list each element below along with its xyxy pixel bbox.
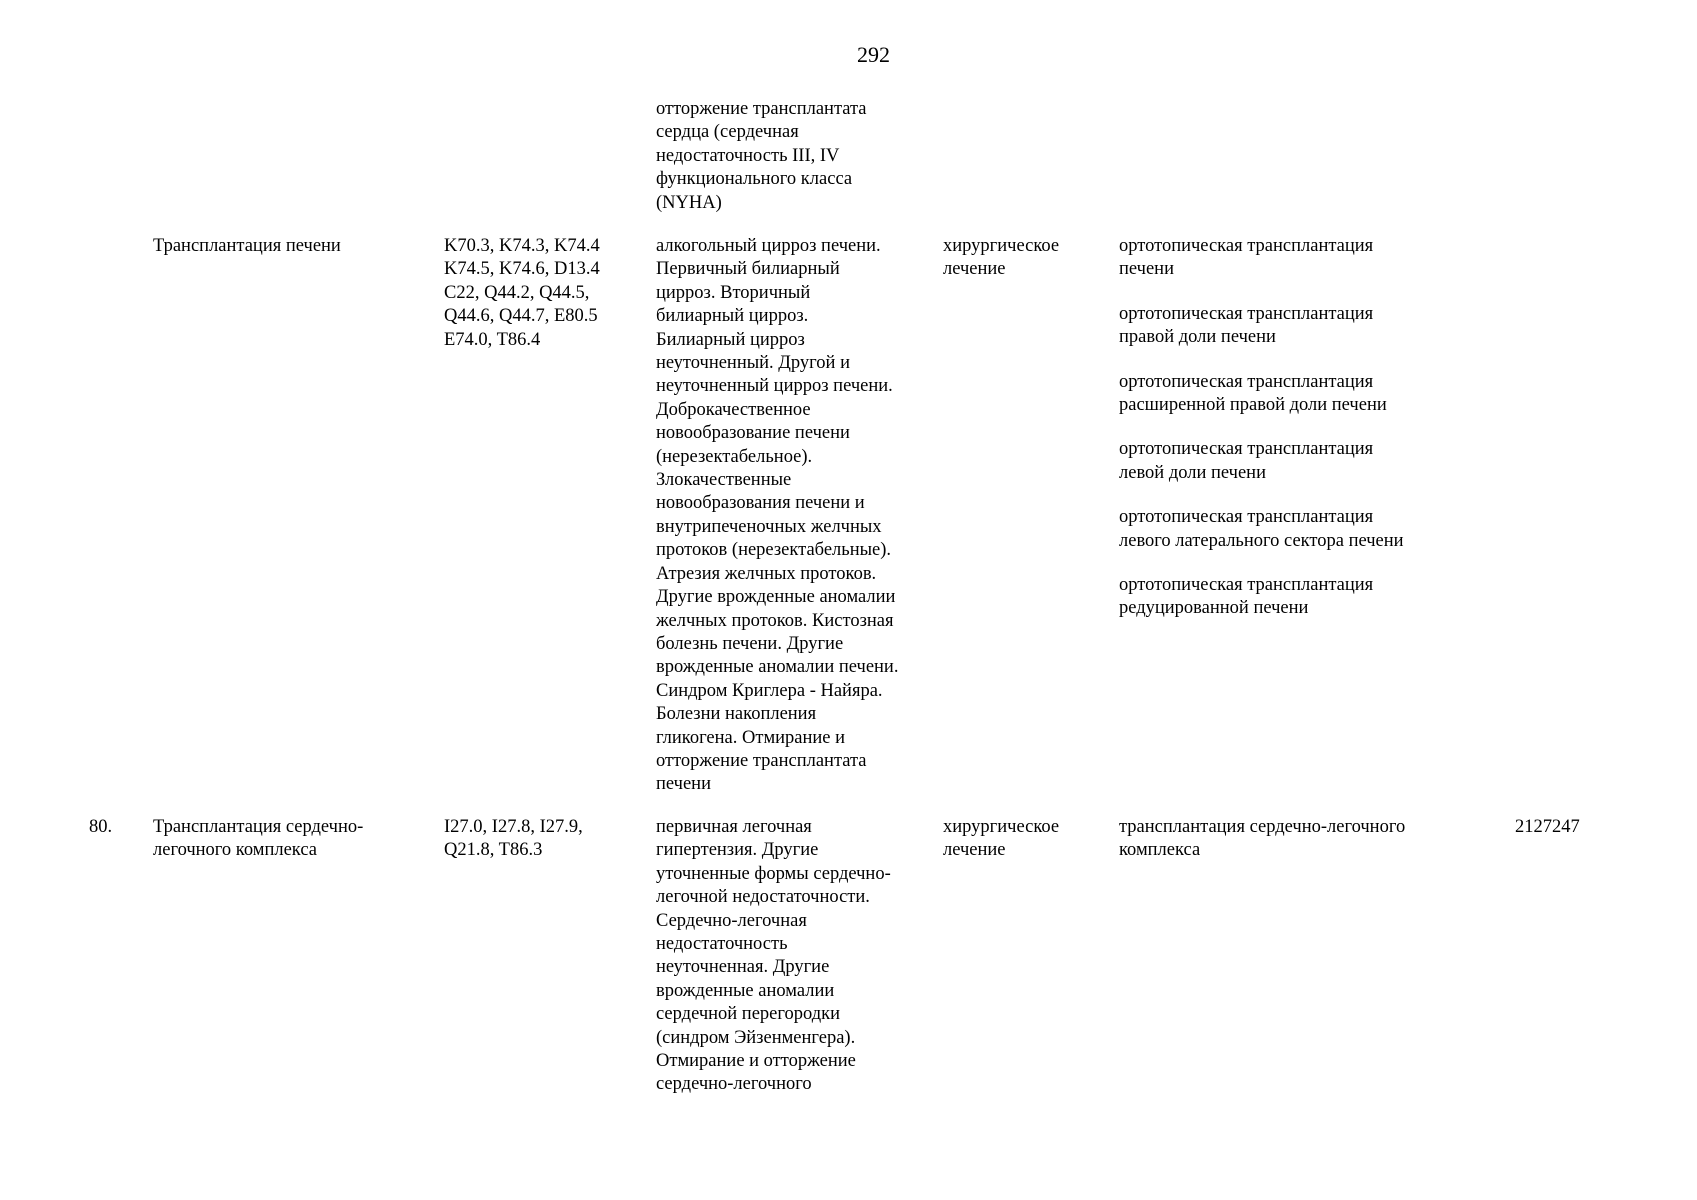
continuation-model-text [656, 98, 867, 215]
text-line: правой доли печени [1119, 327, 1276, 348]
text-line: ортотопическая трансплантация [1119, 439, 1374, 460]
text-line: (нерезектабельное). [656, 446, 813, 467]
text-line: недостаточность III, IV [656, 145, 840, 166]
text-line: гипертензия. Другие [656, 840, 819, 861]
text-line: ортотопическая трансплантация [1119, 507, 1374, 528]
row-name [153, 816, 363, 863]
text-line: уточненные формы сердечно- [656, 863, 891, 884]
text-line: новообразования печени и [656, 493, 865, 514]
text-line: отторжение трансплантата [656, 99, 867, 119]
row-methods [1119, 235, 1404, 642]
method-item [1119, 506, 1404, 553]
text-line: C22, Q44.2, Q44.5, [444, 282, 590, 303]
text-line: внутрипеченочных желчных [656, 516, 882, 537]
text-line: Билиарный цирроз [656, 329, 805, 350]
text-line: недостаточность [656, 934, 788, 955]
text-line: отторжение трансплантата [656, 750, 867, 771]
row-norm-value: 2127247 [1515, 817, 1580, 837]
method-item [1119, 816, 1405, 863]
text-line: E74.0, T86.4 [444, 329, 541, 350]
text-line: цирроз. Вторичный [656, 282, 811, 303]
text-line: K70.3, K74.3, K74.4 [444, 236, 600, 256]
text-line: хирургическое [943, 236, 1060, 256]
text-line: (NYHA) [656, 192, 722, 213]
text-line: врожденные аномалии [656, 980, 835, 1001]
row-name [153, 235, 341, 258]
text-line: Атрезия желчных протоков. [656, 563, 877, 584]
text-line: ортотопическая трансплантация [1119, 371, 1374, 392]
row-model [656, 816, 891, 1097]
text-line: Другие врожденные аномалии [656, 587, 896, 608]
text-line: Злокачественные [656, 470, 792, 491]
text-line: редуцированной печени [1119, 598, 1309, 619]
text-line: I27.0, I27.8, I27.9, [444, 817, 583, 837]
row-methods [1119, 816, 1405, 884]
text-line: трансплантация сердечно-легочного [1119, 817, 1406, 837]
text-line: Болезни накопления [656, 704, 817, 725]
text-line: расширенной правой доли печени [1119, 395, 1387, 416]
text-line: Трансплантация сердечно- [153, 817, 364, 837]
text-line: неуточненный цирроз печени. [656, 376, 893, 397]
method-item [1119, 371, 1404, 418]
row-model [656, 235, 898, 797]
text-line: ортотопическая трансплантация [1119, 236, 1374, 256]
text-line: первичная легочная [656, 817, 812, 837]
text-line: функционального класса [656, 169, 853, 190]
text-line: Синдром Криглера - Найяра. [656, 680, 883, 701]
text-line: гликогена. Отмирание и [656, 727, 846, 748]
text-line: Отмирание и отторжение [656, 1051, 856, 1072]
text-line: комплекса [1119, 840, 1201, 861]
text-line: болезнь печени. Другие [656, 633, 844, 654]
text-line: лечение [943, 259, 1006, 280]
row-treatment-type [943, 816, 1059, 863]
page-number: 292 [857, 42, 890, 67]
method-item [1119, 235, 1404, 282]
text-line: левой доли печени [1119, 462, 1266, 483]
text-line: Q44.6, Q44.7, E80.5 [444, 306, 598, 327]
row-codes [444, 816, 583, 863]
text-line: сердца (сердечная [656, 122, 799, 143]
text-line: протоков (нерезектабельные). [656, 540, 892, 561]
text-line: новообразование печени [656, 423, 850, 444]
text-line: печени [656, 774, 711, 795]
text-line: ортотопическая трансплантация [1119, 575, 1374, 596]
row-codes [444, 235, 600, 352]
text-line: сердечной перегородки [656, 1004, 841, 1025]
text-line: Q21.8, T86.3 [444, 840, 543, 861]
text-line: алкогольный цирроз печени. [656, 236, 881, 256]
text-line: сердечно-легочного [656, 1074, 812, 1095]
text-line: легочного комплекса [153, 840, 317, 861]
row-treatment-type [943, 235, 1059, 282]
text-line: неуточненный. Другой и [656, 353, 850, 374]
method-item [1119, 438, 1404, 485]
row-number: 80. [89, 817, 113, 837]
text-line: хирургическое [943, 817, 1060, 837]
method-item [1119, 574, 1404, 621]
text-line: врожденные аномалии печени. [656, 657, 899, 678]
text-line: билиарный цирроз. [656, 306, 809, 327]
text-line: печени [1119, 259, 1174, 280]
text-line: Трансплантация печени [153, 236, 341, 256]
text-line: ортотопическая трансплантация [1119, 303, 1374, 324]
text-line: лечение [943, 840, 1006, 861]
text-line: неуточненная. Другие [656, 957, 830, 978]
text-line: левого латерального сектора печени [1119, 530, 1404, 551]
text-line: легочной недостаточности. [656, 887, 870, 908]
text-line: K74.5, K74.6, D13.4 [444, 259, 600, 280]
text-line: (синдром Эйзенменгера). [656, 1027, 856, 1048]
text-line: Сердечно-легочная [656, 910, 807, 931]
text-line: желчных протоков. Кистозная [656, 610, 894, 631]
method-item [1119, 303, 1404, 350]
text-line: Доброкачественное [656, 399, 811, 420]
text-line: Первичный билиарный [656, 259, 840, 280]
